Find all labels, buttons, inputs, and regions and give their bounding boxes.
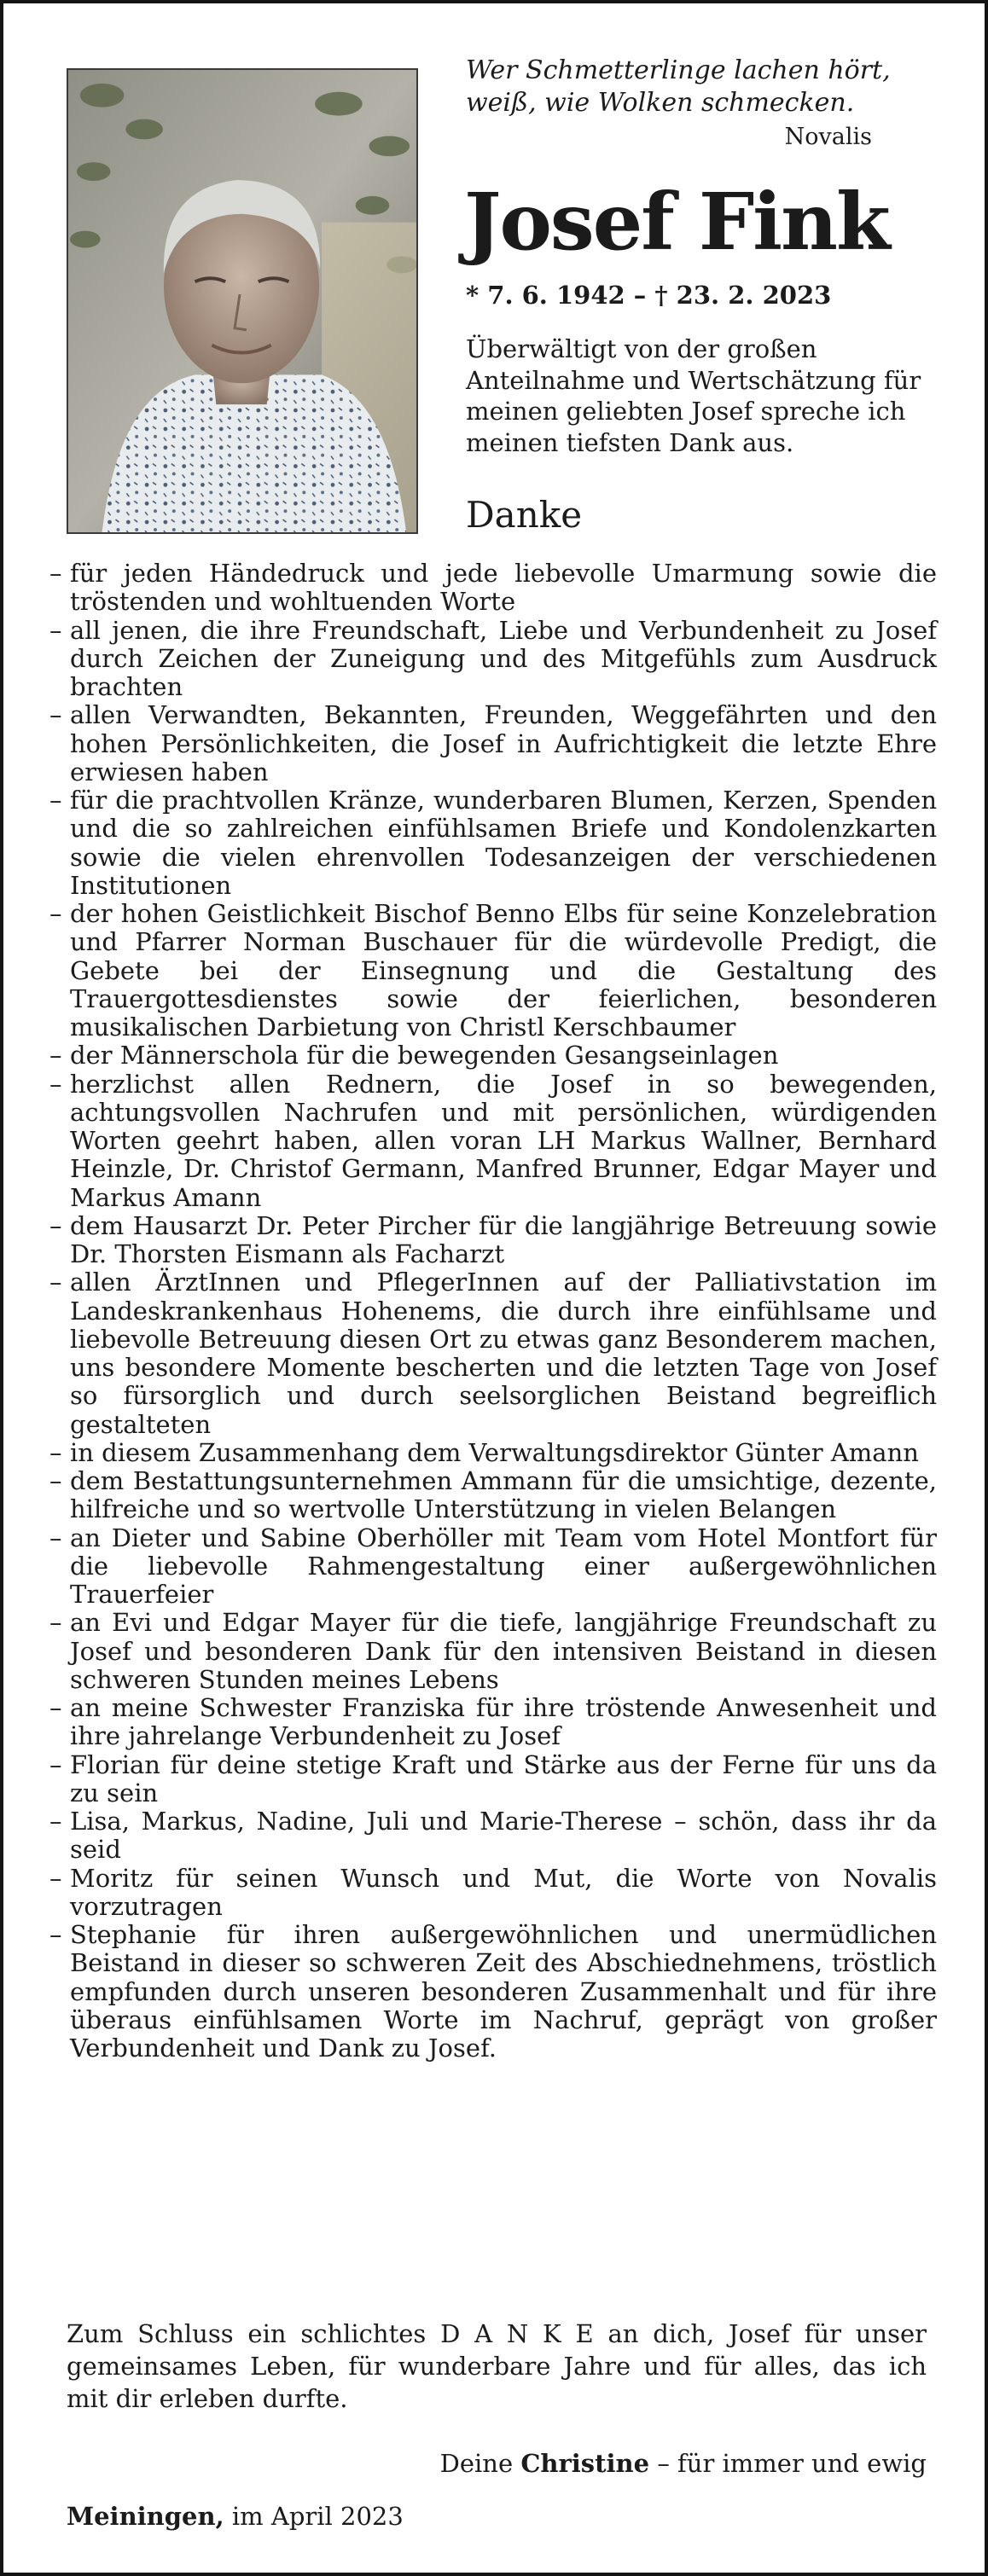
thanks-item: – der Männerschola für die bewegenden Gesangseinlagen bbox=[49, 1041, 937, 1070]
quote-line: Wer Schmetterlinge lachen hört, bbox=[466, 55, 891, 85]
thanks-list bbox=[49, 560, 937, 2063]
thanks-item: – Moritz für seinen Wunsch und Mut, die Worte von Novalis vorzutragen bbox=[49, 1865, 937, 1922]
thanks-item: – herzlichst allen Rednern, die Josef in so bewegenden, achtungsvollen Nachrufen und mit persönlichen, würdigenden Worten geehrt haben, allen voran LH Markus Wallner, Bernhard Heinzle, Dr. Christof Germann, Manfred Brunner, Edgar Mayer und Markus Amann bbox=[49, 1070, 937, 1212]
thanks-item: – an meine Schwester Franziska für ihre tröstende Anwesenheit und ihre jahrelange Verbundenheit zu Josef bbox=[49, 1694, 937, 1751]
quote-author: Novalis bbox=[784, 124, 872, 150]
thanks-item: – Florian für deine stetige Kraft und Stärke aus der Ferne für uns da zu sein bbox=[49, 1751, 937, 1808]
deceased-name: Josef Fink bbox=[464, 176, 889, 268]
thanks-heading: Danke bbox=[466, 494, 583, 536]
thanks-item: – für die prachtvollen Kränze, wunderbaren Blumen, Kerzen, Spenden und die so zahlreichen einfühlsamen Briefe und Kondolenzkarten sowie die vielen ehrenvollen Todesanzeigen der verschiedenen Institutionen bbox=[49, 786, 937, 900]
signature-name: Christine bbox=[520, 2449, 650, 2478]
thanks-item: – der hohen Geistlichkeit Bischof Benno Elbs für seine Konzelebration und Pfarrer Norman Buschauer für die würdevolle Predigt, die Gebete bei der Einsegnung und die Gestaltung des Trauergottesdienstes sowie der feierlichen, besonderen musikalischen Darbietung von Christl Kerschbaumer bbox=[49, 900, 937, 1041]
thanks-item: – all jenen, die ihre Freundschaft, Liebe und Verbundenheit zu Josef durch Zeichen der Zuneigung und des Mitgefühls zum Ausdruck brachten bbox=[49, 617, 937, 702]
place-date-text: im April 2023 bbox=[231, 2502, 404, 2531]
portrait-image bbox=[68, 70, 416, 532]
place-date bbox=[67, 2499, 404, 2533]
thanks-item: – allen ÄrztInnen und PflegerInnen auf der Palliativstation im Landeskrankenhaus Hohenems, die durch ihre einfühlsame und liebevolle Betreuung diesen Ort zu etwas ganz Besonderem machen, uns besondere Momente bescherten und die letzten Tage von Josef so fürsorglich und durch seelsorglichen Beistand begreiflich gestalteten bbox=[49, 1268, 937, 1439]
signature-prefix: Deine bbox=[439, 2449, 514, 2478]
quote bbox=[466, 55, 910, 119]
signature bbox=[345, 2446, 927, 2480]
thanks-item: – in diesem Zusammenhang dem Verwaltungsdirektor Günter Amann bbox=[49, 1439, 937, 1467]
portrait-photo bbox=[67, 68, 418, 534]
quote-line: weiß, wie Wolken schmecken. bbox=[466, 88, 855, 118]
thanks-item: – Stephanie für ihren außergewöhnlichen und unermüdlichen Beistand in dieser so schweren Zeit des Abschiednehmens, tröstlich empfunden durch unseren besonderen Zusammenhalt und für ihre überaus einfühlsamen Worte im Nachruf, geprägt von großer Verbundenheit und Dank zu Josef. bbox=[49, 1921, 937, 2063]
thanks-item: – an Dieter und Sabine Oberhöller mit Team vom Hotel Montfort für die liebevolle Rahmengestaltung einer außergewöhnlichen Trauerfeier bbox=[49, 1524, 937, 1610]
closing-text: Zum Schluss ein schlichtes D A N K E an dich, Josef für unser gemeinsames Leben, für wunderbare Jahre und für alles, das ich mit dir erleben durfte. bbox=[67, 2319, 927, 2413]
thanks-item: – Lisa, Markus, Nadine, Juli und Marie-Therese – schön, dass ihr da seid bbox=[49, 1807, 937, 1865]
thanks-item: – allen Verwandten, Bekannten, Freunden, Weggefährten und den hohen Persönlichkeiten, die Josef in Aufrichtigkeit die letzte Ehre erwiesen haben bbox=[49, 701, 937, 786]
thanks-item: – an Evi und Edgar Mayer für die tiefe, langjährige Freundschaft zu Josef und besonderen Dank für den intensiven Beistand in diesen schweren Stunden meines Lebens bbox=[49, 1609, 937, 1694]
thanks-item: – dem Hausarzt Dr. Peter Pircher für die langjährige Betreuung sowie Dr. Thorsten Eismann als Facharzt bbox=[49, 1212, 937, 1269]
thanks-item: – für jeden Händedruck und jede liebevolle Umarmung sowie die tröstenden und wohltuenden Worte bbox=[49, 560, 937, 617]
intro-text: Überwältigt von der großen Anteilnahme und Wertschätzung für meinen geliebten Josef spreche ich meinen tiefsten Dank aus. bbox=[466, 334, 921, 457]
signature-suffix: – für immer und ewig bbox=[657, 2449, 927, 2478]
life-dates: * 7. 6. 1942 – † 23. 2. 2023 bbox=[466, 281, 832, 310]
thanks-item: – dem Bestattungsunternehmen Ammann für die umsichtige, dezente, hilfreiche und so wertvolle Unterstützung in vielen Belangen bbox=[49, 1467, 937, 1524]
place-city: Meiningen, bbox=[67, 2502, 224, 2531]
